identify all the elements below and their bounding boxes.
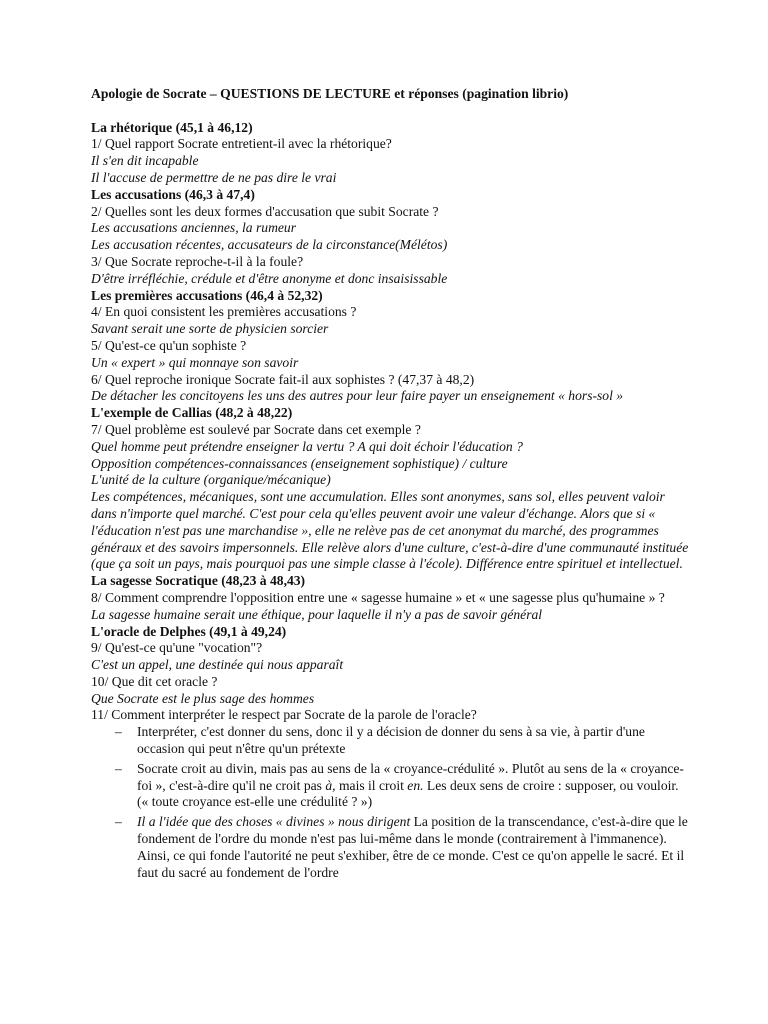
answer-3: D'être irréfléchie, crédule et d'être anonyme et donc insaisissable	[91, 270, 448, 286]
bullet-emphasis: à,	[325, 777, 336, 793]
answer-2a: Les accusations anciennes, la rumeur	[91, 220, 297, 236]
question-7: 7/ Quel problème est soulevé par Socrate dans cet exemple ?	[91, 421, 421, 437]
answer-1a: Il s'en dit incapable	[91, 153, 199, 169]
bullet-text: La position de la transcendance, c'est-à-dire que le fondement de l'ordre du monde n'est pas lui-même dans le monde (contrairement à l'immanence). Ainsi, ce qui fonde l'autorité ne peut s'exhiber, être de ce monde. C'est ce qu'on appelle le sacré. Et il faut du sacré au fondement de l'ordre	[137, 814, 688, 880]
question-8: 8/ Comment comprendre l'opposition entre une « sagesse humaine » et « une sagesse plus qu'humaine » ?	[91, 589, 665, 605]
question-6: 6/ Quel reproche ironique Socrate fait-il aux sophistes ? (47,37 à 48,2)	[91, 371, 475, 387]
section-heading-callias: L'exemple de Callias (48,2 à 48,22)	[91, 405, 293, 421]
list-item	[91, 814, 691, 881]
question-4: 4/ En quoi consistent les premières accusations ?	[91, 304, 357, 320]
question-2: 2/ Quelles sont les deux formes d'accusation que subit Socrate ?	[91, 203, 439, 219]
answer-10: Que Socrate est le plus sage des hommes	[91, 690, 315, 706]
question-5: 5/ Qu'est-ce qu'un sophiste ?	[91, 337, 247, 353]
answer-6: De détacher les concitoyens les uns des autres pour leur faire payer un enseignement « hors-sol »	[91, 388, 624, 404]
section-heading-rhetorique: La rhétorique (45,1 à 46,12)	[91, 119, 253, 135]
section-heading-oracle: L'oracle de Delphes (49,1 à 49,24)	[91, 623, 287, 639]
answer-5: Un « expert » qui monnaye son savoir	[91, 354, 299, 370]
answer-4: Savant serait une sorte de physicien sorcier	[91, 321, 329, 337]
bullet-emphasis: en.	[407, 777, 424, 793]
bullet-dash: –	[115, 814, 122, 830]
section-heading-premieres-accusations: Les premières accusations (46,4 à 52,32)	[91, 287, 323, 303]
bullet-text: mais il croit	[335, 777, 408, 793]
bullet-text: Interpréter, c'est donner du sens, donc il y a décision de donner du sens à sa vie, à partir d'une occasion qui peut n'être qu'un prétexte	[137, 724, 645, 757]
question-1: 1/ Quel rapport Socrate entretient-il avec la rhétorique?	[91, 136, 392, 152]
answer-9: C'est un appel, une destinée qui nous apparaît	[91, 657, 344, 673]
bullet-text: Les deux sens de croire : supposer, ou vouloir. (« toute croyance est-elle une crédulité ? »)	[137, 777, 679, 810]
section-heading-accusations: Les accusations (46,3 à 47,4)	[91, 186, 255, 202]
answer-7a: Quel homme peut prétendre enseigner la vertu ? A qui doit échoir l'éducation ?	[91, 438, 523, 454]
document-title: Apologie de Socrate – QUESTIONS DE LECTURE et réponses (pagination librio)	[91, 86, 569, 101]
question-10: 10/ Que dit cet oracle ?	[91, 673, 218, 689]
list-item	[91, 761, 691, 811]
answer-7b: Opposition compétences-connaissances (enseignement sophistique) / culture	[91, 455, 508, 471]
section-heading-sagesse: La sagesse Socratique (48,23 à 48,43)	[91, 573, 306, 589]
answer-7c: L'unité de la culture (organique/mécanique)	[91, 472, 331, 488]
bullet-text: Socrate croit au divin, mais pas au sens de la « croyance-crédulité ». Plutôt au sens de la « croyance-foi », c'est-à-dire qu'il ne croit pas	[137, 760, 684, 793]
bullet-dash: –	[115, 760, 122, 776]
answer-2b: Les accusation récentes, accusateurs de la circonstance(Mélétos)	[91, 237, 448, 253]
answer-8: La sagesse humaine serait une éthique, pour laquelle il n'y a pas de savoir général	[91, 606, 543, 622]
answer-1b: Il l'accuse de permettre de ne pas dire le vrai	[91, 169, 337, 185]
bullet-list	[91, 724, 691, 881]
question-9: 9/ Qu'est-ce qu'une "vocation"?	[91, 640, 263, 656]
question-11: 11/ Comment interpréter le respect par Socrate de la parole de l'oracle?	[91, 707, 477, 723]
bullet-emphasis: Il a l'idée que des choses « divines » nous dirigent	[137, 814, 411, 830]
list-item	[91, 724, 691, 758]
answer-7d: Les compétences, mécaniques, sont une accumulation. Elles sont anonymes, sans sol, elles peuvent valoir dans n'importe quel marché. C'est pour cela qu'elles peuvent avoir une valeur d'échange. Alors que si « l'éducation n'est pas une marchandise », elle ne relève pas de cet anonymat du marché, des programmes généraux et des savoirs impersonnels. Elle relève alors d'une culture, c'est-à-dire d'une communauté instituée (que ça soit un pays, mais pourquoi pas une simple classe à l'école). Différence entre spirituel et intellectuel.	[91, 489, 689, 572]
document-page	[91, 86, 691, 884]
bullet-dash: –	[115, 724, 122, 740]
question-3: 3/ Que Socrate reproche-t-il à la foule?	[91, 253, 304, 269]
